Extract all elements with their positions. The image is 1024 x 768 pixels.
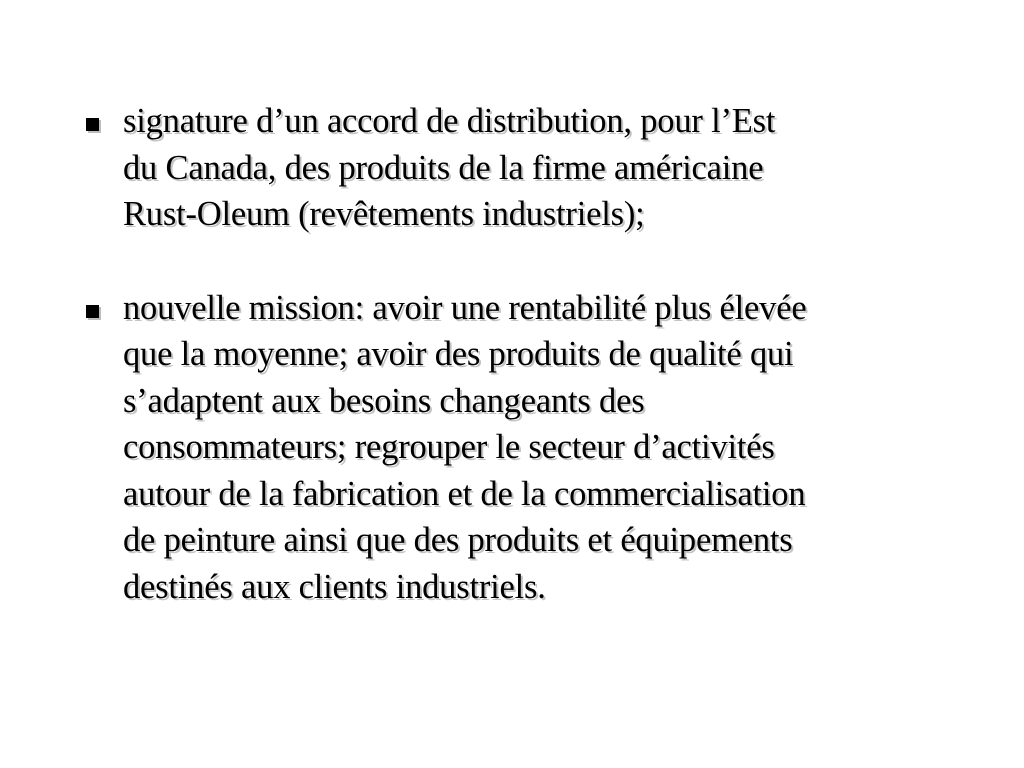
bullet-text-distribution-agreement: signature d’un accord de distribution, pour l’Est du Canada, des produits de la firme américaine Rust-Oleum (revêtements industriels); [123, 102, 776, 233]
bullet-item-new-mission [86, 285, 946, 611]
bullet-text-new-mission: nouvelle mission: avoir une rentabilité plus élevée que la moyenne; avoir des produits de qualité qui s’adaptent aux besoins changeants des consommateurs; regrouper le secteur d’activités autour de la fabrication et de la commercialisation de peinture ainsi que des produits et équipements destinés aux clients industriels. [123, 288, 807, 606]
bullet-list [86, 98, 946, 610]
square-bullet-icon [86, 305, 99, 318]
bullet-item-distribution-agreement [86, 98, 946, 238]
square-bullet-icon [86, 118, 99, 131]
